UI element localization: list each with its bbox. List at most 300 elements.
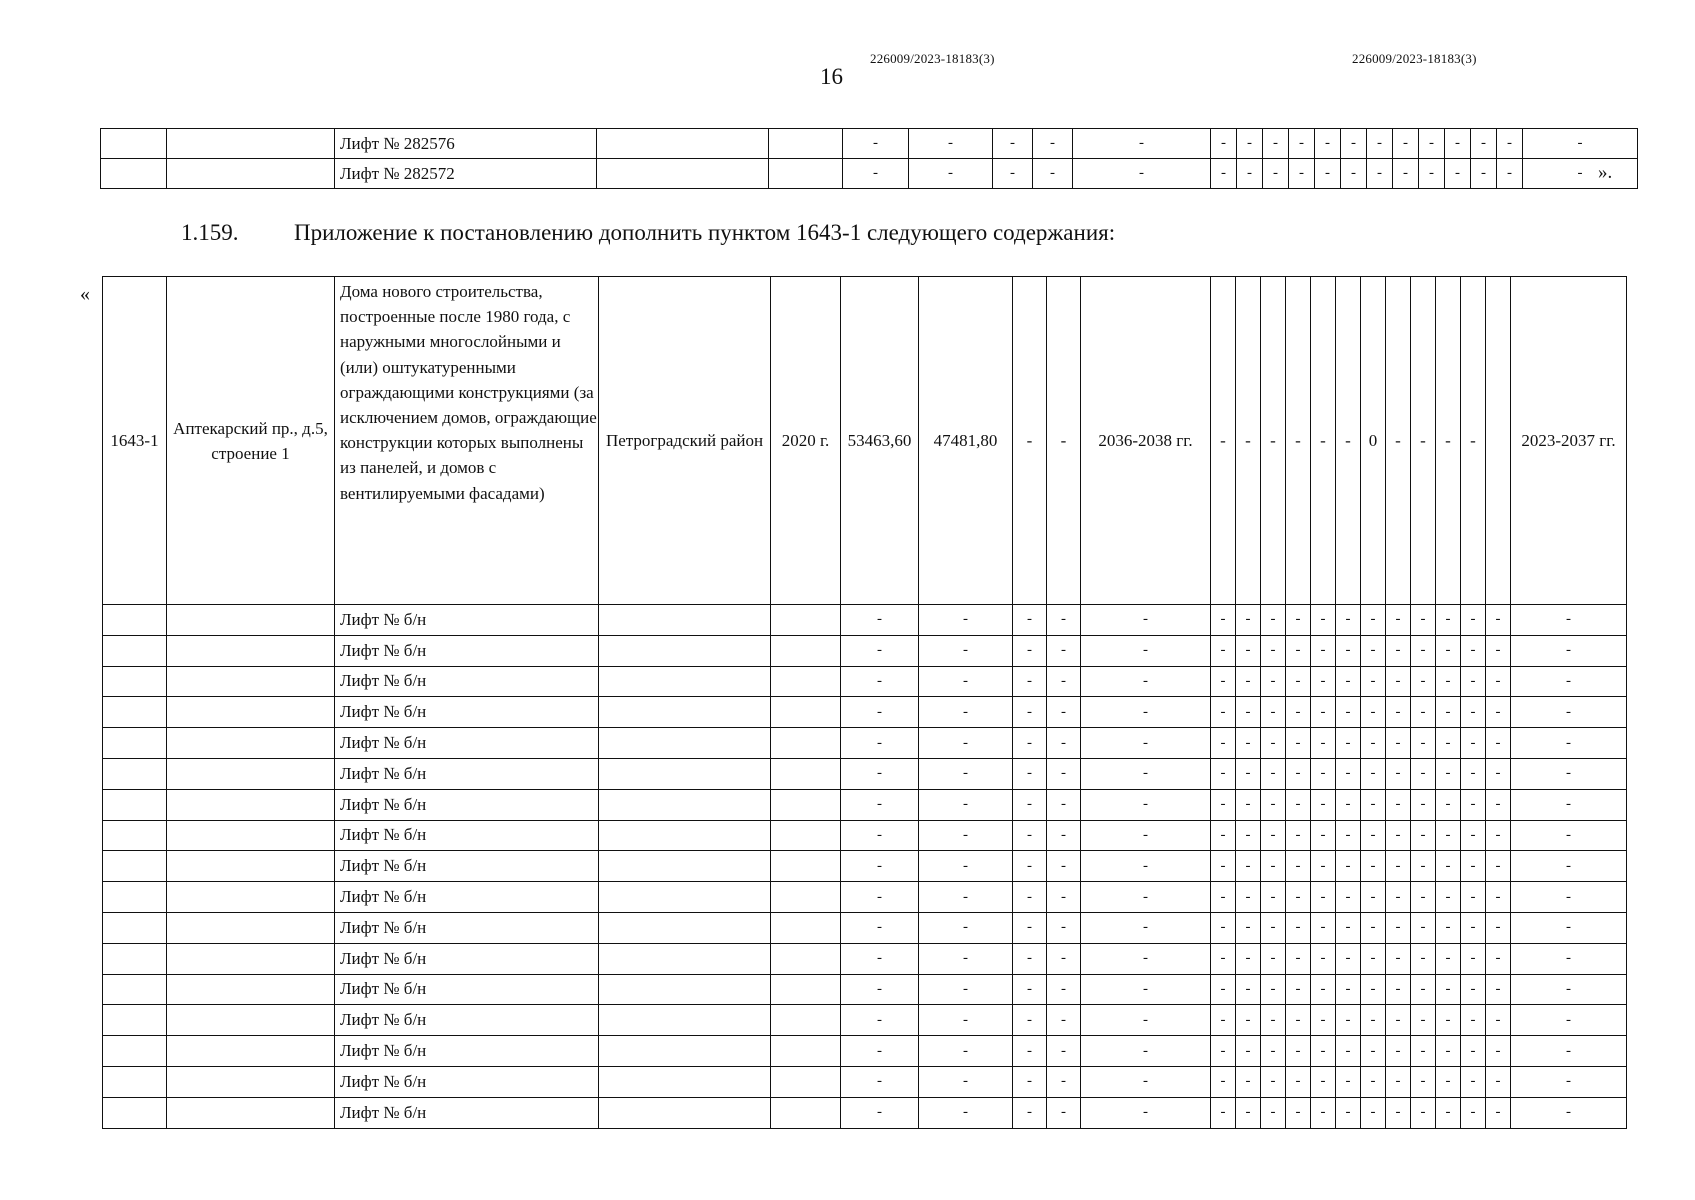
row-number-cell xyxy=(103,728,167,759)
lift-period-cell: - xyxy=(1511,1036,1627,1067)
lift-work-cell: - xyxy=(1211,605,1236,636)
lift-work-cell: - xyxy=(1261,758,1286,789)
lift-period-cell: - xyxy=(1511,1097,1627,1128)
lift-row xyxy=(103,1066,1627,1097)
lift-work-cell: - xyxy=(1211,129,1237,159)
lift-value: - xyxy=(1047,1005,1081,1036)
lift-work-cell: - xyxy=(1236,820,1261,851)
lift-row xyxy=(103,851,1627,882)
lift-value: - xyxy=(841,758,919,789)
lift-work-cell: - xyxy=(1486,789,1511,820)
lift-value: - xyxy=(1047,851,1081,882)
lift-value: - xyxy=(1081,758,1211,789)
row-number-cell xyxy=(103,1036,167,1067)
entry-col8: - xyxy=(1013,277,1047,605)
row-year-cell xyxy=(771,1005,841,1036)
lift-value: - xyxy=(1013,635,1047,666)
lift-work-cell: - xyxy=(1211,728,1236,759)
lift-work-cell: - xyxy=(1341,129,1367,159)
lift-work-cell: - xyxy=(1361,820,1386,851)
lift-work-cell: - xyxy=(1311,728,1336,759)
lift-value: - xyxy=(1047,1066,1081,1097)
lift-work-cell: - xyxy=(1261,882,1286,913)
lift-row xyxy=(103,882,1627,913)
lift-value: - xyxy=(841,1097,919,1128)
lift-row xyxy=(103,605,1627,636)
lift-work-cell: - xyxy=(1486,605,1511,636)
lift-work-cell: - xyxy=(1311,974,1336,1005)
lift-work-cell: - xyxy=(1361,635,1386,666)
row-number-cell xyxy=(103,1097,167,1128)
lift-period-cell: - xyxy=(1511,728,1627,759)
entry-work-cell: - xyxy=(1286,277,1311,605)
lift-work-cell: - xyxy=(1311,882,1336,913)
lift-period-cell: - xyxy=(1511,1066,1627,1097)
lift-work-cell: - xyxy=(1411,666,1436,697)
lift-work-cell: - xyxy=(1486,728,1511,759)
row-address-cell xyxy=(167,974,335,1005)
lift-value: - xyxy=(919,912,1013,943)
lift-value: - xyxy=(1013,666,1047,697)
lift-value: - xyxy=(841,666,919,697)
lift-work-cell: - xyxy=(1411,1066,1436,1097)
lift-work-cell: - xyxy=(1361,851,1386,882)
row-year-cell xyxy=(771,1036,841,1067)
lift-row xyxy=(103,974,1627,1005)
lift-value: - xyxy=(1047,697,1081,728)
lift-work-cell: - xyxy=(1386,820,1411,851)
lift-work-cell: - xyxy=(1286,758,1311,789)
lift-work-cell: - xyxy=(1436,758,1461,789)
lift-work-cell: - xyxy=(1486,943,1511,974)
entry-area-total: 53463,60 xyxy=(841,277,919,605)
lift-value: - xyxy=(841,820,919,851)
row-address-cell xyxy=(167,820,335,851)
continued-table-body xyxy=(101,129,1638,189)
lift-work-cell: - xyxy=(1411,912,1436,943)
entry-address: Аптекарский пр., д.5, строение 1 xyxy=(167,277,335,605)
lift-work-cell: - xyxy=(1486,1066,1511,1097)
lift-name: Лифт № 282576 xyxy=(335,129,597,159)
lift-value: - xyxy=(1047,820,1081,851)
lift-work-cell: - xyxy=(1336,974,1361,1005)
row-number-cell xyxy=(103,820,167,851)
lift-work-cell: - xyxy=(1261,974,1286,1005)
lift-work-cell: - xyxy=(1461,697,1486,728)
lift-work-cell: - xyxy=(1311,943,1336,974)
lift-name: Лифт № б/н xyxy=(335,1066,599,1097)
lift-row xyxy=(101,159,1638,189)
row-number-cell xyxy=(103,666,167,697)
row-number-cell xyxy=(101,129,167,159)
lift-row xyxy=(103,697,1627,728)
lift-work-cell: - xyxy=(1341,159,1367,189)
entry-work-cell: - xyxy=(1386,277,1411,605)
lift-work-cell: - xyxy=(1336,1066,1361,1097)
row-district-cell xyxy=(599,728,771,759)
lift-name: Лифт № б/н xyxy=(335,820,599,851)
lift-work-cell: - xyxy=(1367,159,1393,189)
main-table xyxy=(102,276,1627,1129)
lift-period-cell: - xyxy=(1511,789,1627,820)
lift-value: - xyxy=(1013,789,1047,820)
paragraph-text: Приложение к постановлению дополнить пунктом 1643-1 следующего содержания: xyxy=(294,220,1116,245)
lift-value: - xyxy=(1033,129,1073,159)
lift-value: - xyxy=(841,789,919,820)
entry-period-roof: 2036-2038 гг. xyxy=(1081,277,1211,605)
lift-work-cell: - xyxy=(1236,974,1261,1005)
row-year-cell xyxy=(771,974,841,1005)
lift-name: Лифт № б/н xyxy=(335,605,599,636)
lift-work-cell: - xyxy=(1336,851,1361,882)
lift-work-cell: - xyxy=(1236,666,1261,697)
lift-work-cell: - xyxy=(1361,1097,1386,1128)
lift-work-cell: - xyxy=(1286,912,1311,943)
lift-work-cell: - xyxy=(1486,1097,1511,1128)
lift-value: - xyxy=(1081,1005,1211,1036)
lift-value: - xyxy=(919,851,1013,882)
lift-work-cell: - xyxy=(1361,882,1386,913)
lift-work-cell: - xyxy=(1311,1036,1336,1067)
lift-value: - xyxy=(841,943,919,974)
lift-work-cell: - xyxy=(1411,882,1436,913)
lift-work-cell: - xyxy=(1211,974,1236,1005)
lift-work-cell: - xyxy=(1361,1005,1386,1036)
lift-work-cell: - xyxy=(1315,159,1341,189)
lift-work-cell: - xyxy=(1336,605,1361,636)
row-number-cell xyxy=(103,605,167,636)
lift-work-cell: - xyxy=(1436,789,1461,820)
row-number-cell xyxy=(103,974,167,1005)
lift-name: Лифт № б/н xyxy=(335,697,599,728)
lift-period-cell: - xyxy=(1511,605,1627,636)
lift-work-cell: - xyxy=(1211,851,1236,882)
lift-work-cell: - xyxy=(1386,605,1411,636)
lift-work-cell: - xyxy=(1311,912,1336,943)
lift-value: - xyxy=(919,1036,1013,1067)
lift-work-cell: - xyxy=(1419,129,1445,159)
lift-work-cell: - xyxy=(1386,697,1411,728)
row-number-cell xyxy=(103,758,167,789)
lift-work-cell: - xyxy=(1461,851,1486,882)
lift-value: - xyxy=(919,635,1013,666)
entry-work-cell: - xyxy=(1211,277,1236,605)
lift-work-cell: - xyxy=(1261,851,1286,882)
lift-work-cell: - xyxy=(1289,129,1315,159)
entry-work-cell: - xyxy=(1261,277,1286,605)
lift-value: - xyxy=(1081,943,1211,974)
lift-work-cell: - xyxy=(1236,1066,1261,1097)
lift-work-cell: - xyxy=(1486,974,1511,1005)
lift-work-cell: - xyxy=(1261,605,1286,636)
entry-period-lifts: 2023-2037 гг. xyxy=(1511,277,1627,605)
lift-row xyxy=(103,943,1627,974)
lift-period-cell: - xyxy=(1511,882,1627,913)
lift-work-cell: - xyxy=(1211,1005,1236,1036)
lift-work-cell: - xyxy=(1311,851,1336,882)
lift-value: - xyxy=(1047,666,1081,697)
lift-period-cell: - xyxy=(1523,159,1638,189)
lift-work-cell: - xyxy=(1411,789,1436,820)
lift-value: - xyxy=(1047,912,1081,943)
lift-value: - xyxy=(841,882,919,913)
lift-work-cell: - xyxy=(1211,1097,1236,1128)
lift-work-cell: - xyxy=(1411,1036,1436,1067)
lift-work-cell: - xyxy=(1286,1066,1311,1097)
lift-work-cell: - xyxy=(1236,758,1261,789)
lift-work-cell: - xyxy=(1411,851,1436,882)
lift-work-cell: - xyxy=(1436,943,1461,974)
lift-work-cell: - xyxy=(1486,851,1511,882)
entry-work-cell: - xyxy=(1311,277,1336,605)
lift-work-cell: - xyxy=(1486,820,1511,851)
lift-value: - xyxy=(919,1005,1013,1036)
lift-work-cell: - xyxy=(1436,666,1461,697)
lift-row xyxy=(103,728,1627,759)
lift-name: Лифт № б/н xyxy=(335,728,599,759)
lift-value: - xyxy=(1013,697,1047,728)
lift-work-cell: - xyxy=(1261,820,1286,851)
lift-work-cell: - xyxy=(1361,974,1386,1005)
lift-value: - xyxy=(919,666,1013,697)
lift-period-cell: - xyxy=(1523,129,1638,159)
lift-work-cell: - xyxy=(1361,912,1386,943)
lift-work-cell: - xyxy=(1336,820,1361,851)
row-year-cell xyxy=(771,697,841,728)
lift-work-cell: - xyxy=(1461,666,1486,697)
lift-work-cell: - xyxy=(1471,129,1497,159)
lift-work-cell: - xyxy=(1311,789,1336,820)
lift-value: - xyxy=(919,882,1013,913)
lift-work-cell: - xyxy=(1336,1036,1361,1067)
lift-value: - xyxy=(1047,1097,1081,1128)
lift-work-cell: - xyxy=(1263,159,1289,189)
lift-work-cell: - xyxy=(1419,159,1445,189)
lift-value: - xyxy=(1081,974,1211,1005)
lift-name: Лифт № б/н xyxy=(335,666,599,697)
lift-value: - xyxy=(1047,943,1081,974)
lift-work-cell: - xyxy=(1211,666,1236,697)
lift-work-cell: - xyxy=(1436,697,1461,728)
lift-work-cell: - xyxy=(1386,758,1411,789)
lift-period-cell: - xyxy=(1511,666,1627,697)
row-year-cell xyxy=(771,820,841,851)
entry-work-cell: - xyxy=(1411,277,1436,605)
lift-work-cell: - xyxy=(1336,912,1361,943)
row-district-cell xyxy=(599,697,771,728)
lift-work-cell: - xyxy=(1486,635,1511,666)
row-number-cell xyxy=(103,697,167,728)
lift-name: Лифт № б/н xyxy=(335,789,599,820)
lift-value: - xyxy=(919,974,1013,1005)
row-address-cell xyxy=(167,728,335,759)
lift-work-cell: - xyxy=(1286,789,1311,820)
lift-work-cell: - xyxy=(1386,943,1411,974)
row-address-cell xyxy=(167,758,335,789)
lift-work-cell: - xyxy=(1236,1005,1261,1036)
lift-name: Лифт № б/н xyxy=(335,1036,599,1067)
lift-work-cell: - xyxy=(1393,159,1419,189)
lift-work-cell: - xyxy=(1471,159,1497,189)
lift-work-cell: - xyxy=(1286,697,1311,728)
lift-value: - xyxy=(843,159,909,189)
lift-work-cell: - xyxy=(1261,1097,1286,1128)
row-address-cell xyxy=(167,789,335,820)
closing-quote-mark: ». xyxy=(1598,162,1613,183)
lift-work-cell: - xyxy=(1286,882,1311,913)
row-address-cell xyxy=(167,1097,335,1128)
lift-work-cell: - xyxy=(1311,758,1336,789)
row-district-cell xyxy=(599,820,771,851)
row-address-cell xyxy=(167,159,335,189)
lift-work-cell: - xyxy=(1411,758,1436,789)
lift-work-cell: - xyxy=(1486,697,1511,728)
row-number-cell xyxy=(103,1066,167,1097)
lift-work-cell: - xyxy=(1336,635,1361,666)
lift-work-cell: - xyxy=(1486,912,1511,943)
lift-row xyxy=(103,758,1627,789)
lift-work-cell: - xyxy=(1311,1097,1336,1128)
lift-value: - xyxy=(1047,758,1081,789)
lift-work-cell: - xyxy=(1361,758,1386,789)
row-year-cell xyxy=(771,851,841,882)
lift-work-cell: - xyxy=(1211,1036,1236,1067)
lift-value: - xyxy=(1081,851,1211,882)
row-district-cell xyxy=(599,851,771,882)
lift-work-cell: - xyxy=(1436,882,1461,913)
lift-value: - xyxy=(1013,974,1047,1005)
lift-period-cell: - xyxy=(1511,851,1627,882)
row-year-cell xyxy=(769,129,843,159)
lift-value: - xyxy=(1013,820,1047,851)
paragraph-number: 1.159. xyxy=(181,220,239,245)
lift-name: Лифт № б/н xyxy=(335,882,599,913)
lift-work-cell: - xyxy=(1311,605,1336,636)
lift-work-cell: - xyxy=(1411,697,1436,728)
lift-work-cell: - xyxy=(1286,820,1311,851)
lift-name: Лифт № б/н xyxy=(335,851,599,882)
lift-work-cell: - xyxy=(1211,820,1236,851)
lift-row xyxy=(103,912,1627,943)
lift-value: - xyxy=(919,789,1013,820)
lift-work-cell: - xyxy=(1386,882,1411,913)
page-number: 16 xyxy=(820,64,843,89)
lift-work-cell: - xyxy=(1436,974,1461,1005)
lift-value: - xyxy=(1081,728,1211,759)
lift-period-cell: - xyxy=(1511,820,1627,851)
lift-work-cell: - xyxy=(1336,758,1361,789)
lift-name: Лифт № 282572 xyxy=(335,159,597,189)
lift-value: - xyxy=(1081,1097,1211,1128)
lift-period-cell: - xyxy=(1511,1005,1627,1036)
row-year-cell xyxy=(771,882,841,913)
lift-work-cell: - xyxy=(1261,635,1286,666)
lift-work-cell: - xyxy=(1461,728,1486,759)
lift-work-cell: - xyxy=(1486,1036,1511,1067)
lift-value: - xyxy=(919,697,1013,728)
lift-work-cell: - xyxy=(1311,666,1336,697)
lift-value: - xyxy=(1013,758,1047,789)
lift-work-cell: - xyxy=(1311,1066,1336,1097)
lift-name: Лифт № б/н xyxy=(335,1005,599,1036)
lift-work-cell: - xyxy=(1236,605,1261,636)
lift-work-cell: - xyxy=(1411,728,1436,759)
lift-value: - xyxy=(1073,129,1211,159)
lift-row xyxy=(103,1097,1627,1128)
row-year-cell xyxy=(771,943,841,974)
document-id-right: 226009/2023-18183(3) xyxy=(1352,51,1477,66)
lift-work-cell: - xyxy=(1236,728,1261,759)
lift-value: - xyxy=(919,1066,1013,1097)
lift-value: - xyxy=(1013,605,1047,636)
row-address-cell xyxy=(167,666,335,697)
lift-value: - xyxy=(1081,882,1211,913)
lift-work-cell: - xyxy=(1286,974,1311,1005)
lift-period-cell: - xyxy=(1511,697,1627,728)
lift-work-cell: - xyxy=(1361,789,1386,820)
lift-work-cell: - xyxy=(1386,851,1411,882)
row-year-cell xyxy=(771,758,841,789)
lift-work-cell: - xyxy=(1436,605,1461,636)
lift-value: - xyxy=(1081,605,1211,636)
lift-work-cell: - xyxy=(1497,129,1523,159)
lift-work-cell: - xyxy=(1286,728,1311,759)
lift-work-cell: - xyxy=(1436,851,1461,882)
row-address-cell xyxy=(167,1005,335,1036)
lift-work-cell: - xyxy=(1461,605,1486,636)
lift-work-cell: - xyxy=(1361,943,1386,974)
lift-work-cell: - xyxy=(1261,943,1286,974)
row-year-cell xyxy=(771,728,841,759)
lift-value: - xyxy=(1047,1036,1081,1067)
lift-work-cell: - xyxy=(1386,1036,1411,1067)
row-district-cell xyxy=(599,943,771,974)
lift-work-cell: - xyxy=(1236,882,1261,913)
row-number-cell xyxy=(103,789,167,820)
lift-work-cell: - xyxy=(1311,820,1336,851)
lift-work-cell: - xyxy=(1286,666,1311,697)
lift-value: - xyxy=(919,605,1013,636)
lift-work-cell: - xyxy=(1263,129,1289,159)
lift-value: - xyxy=(909,129,993,159)
lift-value: - xyxy=(919,943,1013,974)
row-district-cell xyxy=(599,635,771,666)
lift-work-cell: - xyxy=(1461,882,1486,913)
lift-work-cell: - xyxy=(1261,1036,1286,1067)
lift-work-cell: - xyxy=(1461,1066,1486,1097)
row-number-cell xyxy=(103,943,167,974)
lift-work-cell: - xyxy=(1336,728,1361,759)
row-district-cell xyxy=(599,1005,771,1036)
lift-name: Лифт № б/н xyxy=(335,912,599,943)
entry-work-cell: 0 xyxy=(1361,277,1386,605)
lift-work-cell: - xyxy=(1461,789,1486,820)
row-address-cell xyxy=(167,129,335,159)
row-district-cell xyxy=(599,605,771,636)
lift-work-cell: - xyxy=(1411,635,1436,666)
lift-value: - xyxy=(1013,1097,1047,1128)
lift-value: - xyxy=(1047,605,1081,636)
row-district-cell xyxy=(599,912,771,943)
lift-value: - xyxy=(841,1066,919,1097)
lift-row xyxy=(101,129,1638,159)
row-year-cell xyxy=(771,635,841,666)
lift-work-cell: - xyxy=(1411,974,1436,1005)
lift-value: - xyxy=(1047,882,1081,913)
entry-col9: - xyxy=(1047,277,1081,605)
lift-value: - xyxy=(1081,789,1211,820)
lift-work-cell: - xyxy=(1445,159,1471,189)
